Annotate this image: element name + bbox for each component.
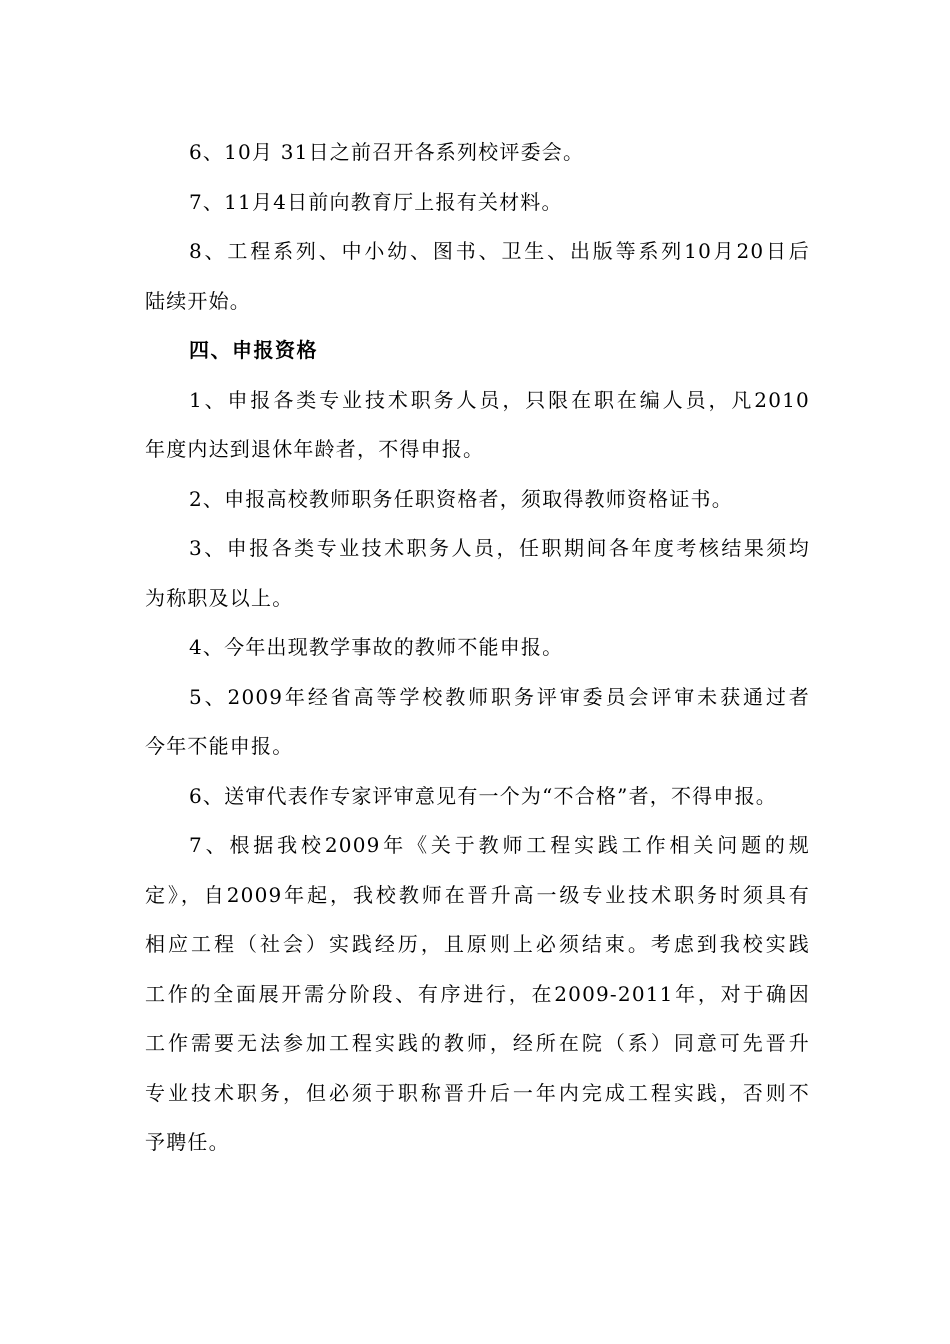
text-line: 工作的全面展开需分阶段、有序进行，在2009-2011年，对于确因 [145, 981, 810, 1006]
text-line: 定》，自2009年起，我校教师在晋升高一级专业技术职务时须具有 [145, 882, 810, 907]
document-page [145, 128, 810, 1168]
text-line: 8、工程系列、中小幼、图书、卫生、出版等系列10月20日后 [189, 239, 810, 263]
text-line: 1、申报各类专业技术职务人员，只限在职在编人员，凡2010 [189, 387, 810, 412]
text-line: 专业技术职务，但必须于职称晋升后一年内完成工程实践，否则不 [145, 1080, 810, 1105]
text-line: 相应工程（社会）实践经历，且原则上必须结束。考虑到我校实践 [145, 932, 810, 956]
text-line: 为称职及以上。 [145, 585, 294, 610]
text-line: 7、11月4日前向教育厅上报有关材料。 [189, 189, 563, 214]
text-line: 年度内达到退休年龄者，不得申报。 [145, 437, 485, 461]
text-line: 4、今年出现教学事故的教师不能申报。 [189, 635, 564, 659]
section-heading: 四、申报资格 [189, 338, 318, 362]
text-line: 6、送审代表作专家评审意见有一个为“不合格”者，不得申报。 [189, 783, 777, 808]
text-line: 5、2009年经省高等学校教师职务评审委员会评审未获通过者 [189, 684, 810, 709]
document-body [145, 128, 810, 1168]
text-line: 6、10月 31日之前召开各系列校评委会。 [189, 140, 585, 164]
text-line: 2、申报高校教师职务任职资格者，须取得教师资格证书。 [189, 486, 733, 511]
text-line: 工作需要无法参加工程实践的教师，经所在院（系）同意可先晋升 [145, 1031, 810, 1055]
text-line: 予聘任。 [145, 1130, 230, 1154]
text-line: 3、申报各类专业技术职务人员，任职期间各年度考核结果须均 [189, 536, 810, 560]
text-line: 7、根据我校2009年《关于教师工程实践工作相关问题的规 [189, 833, 810, 857]
text-line: 今年不能申报。 [145, 734, 294, 758]
text-line: 陆续开始。 [145, 288, 251, 313]
